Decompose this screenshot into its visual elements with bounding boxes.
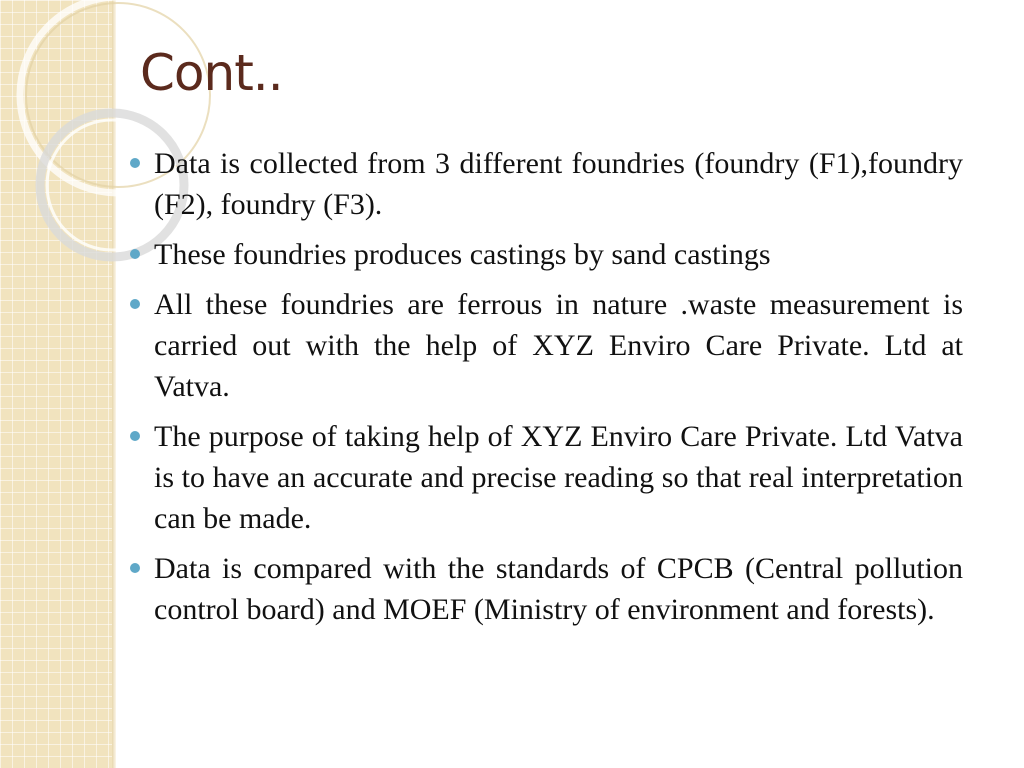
bullet-text: These foundries produces castings by sand castings <box>154 238 771 271</box>
bullet-dot-icon <box>130 563 140 573</box>
bullet-text: Data is compared with the standards of CPCB (Central pollution control board) and MOEF (Ministry of environment and forests). <box>154 552 963 626</box>
bullet-list <box>130 143 963 639</box>
sidebar-edge <box>112 0 116 768</box>
bullet-item-5 <box>130 548 963 630</box>
bullet-text: All these foundries are ferrous in nature .waste measurement is carried out with the help of XYZ Enviro Care Private. Ltd at Vatva. <box>154 288 963 403</box>
bullet-dot-icon <box>130 158 140 168</box>
bullet-text: Data is collected from 3 different foundries (foundry (F1),foundry (F2), foundry (F3). <box>154 147 963 221</box>
bullet-item-1 <box>130 143 963 225</box>
bullet-item-4 <box>130 416 963 539</box>
bullet-item-2 <box>130 234 963 275</box>
bullet-dot-icon <box>130 299 140 309</box>
bullet-dot-icon <box>130 431 140 441</box>
bullet-item-3 <box>130 284 963 407</box>
bullet-dot-icon <box>130 249 140 259</box>
bullet-text: The purpose of taking help of XYZ Enviro Care Private. Ltd Vatva is to have an accurate and precise reading so that real interpretation can be made. <box>154 420 963 535</box>
slide-title: Cont.. <box>140 44 283 102</box>
decorative-sidebar <box>0 0 112 768</box>
